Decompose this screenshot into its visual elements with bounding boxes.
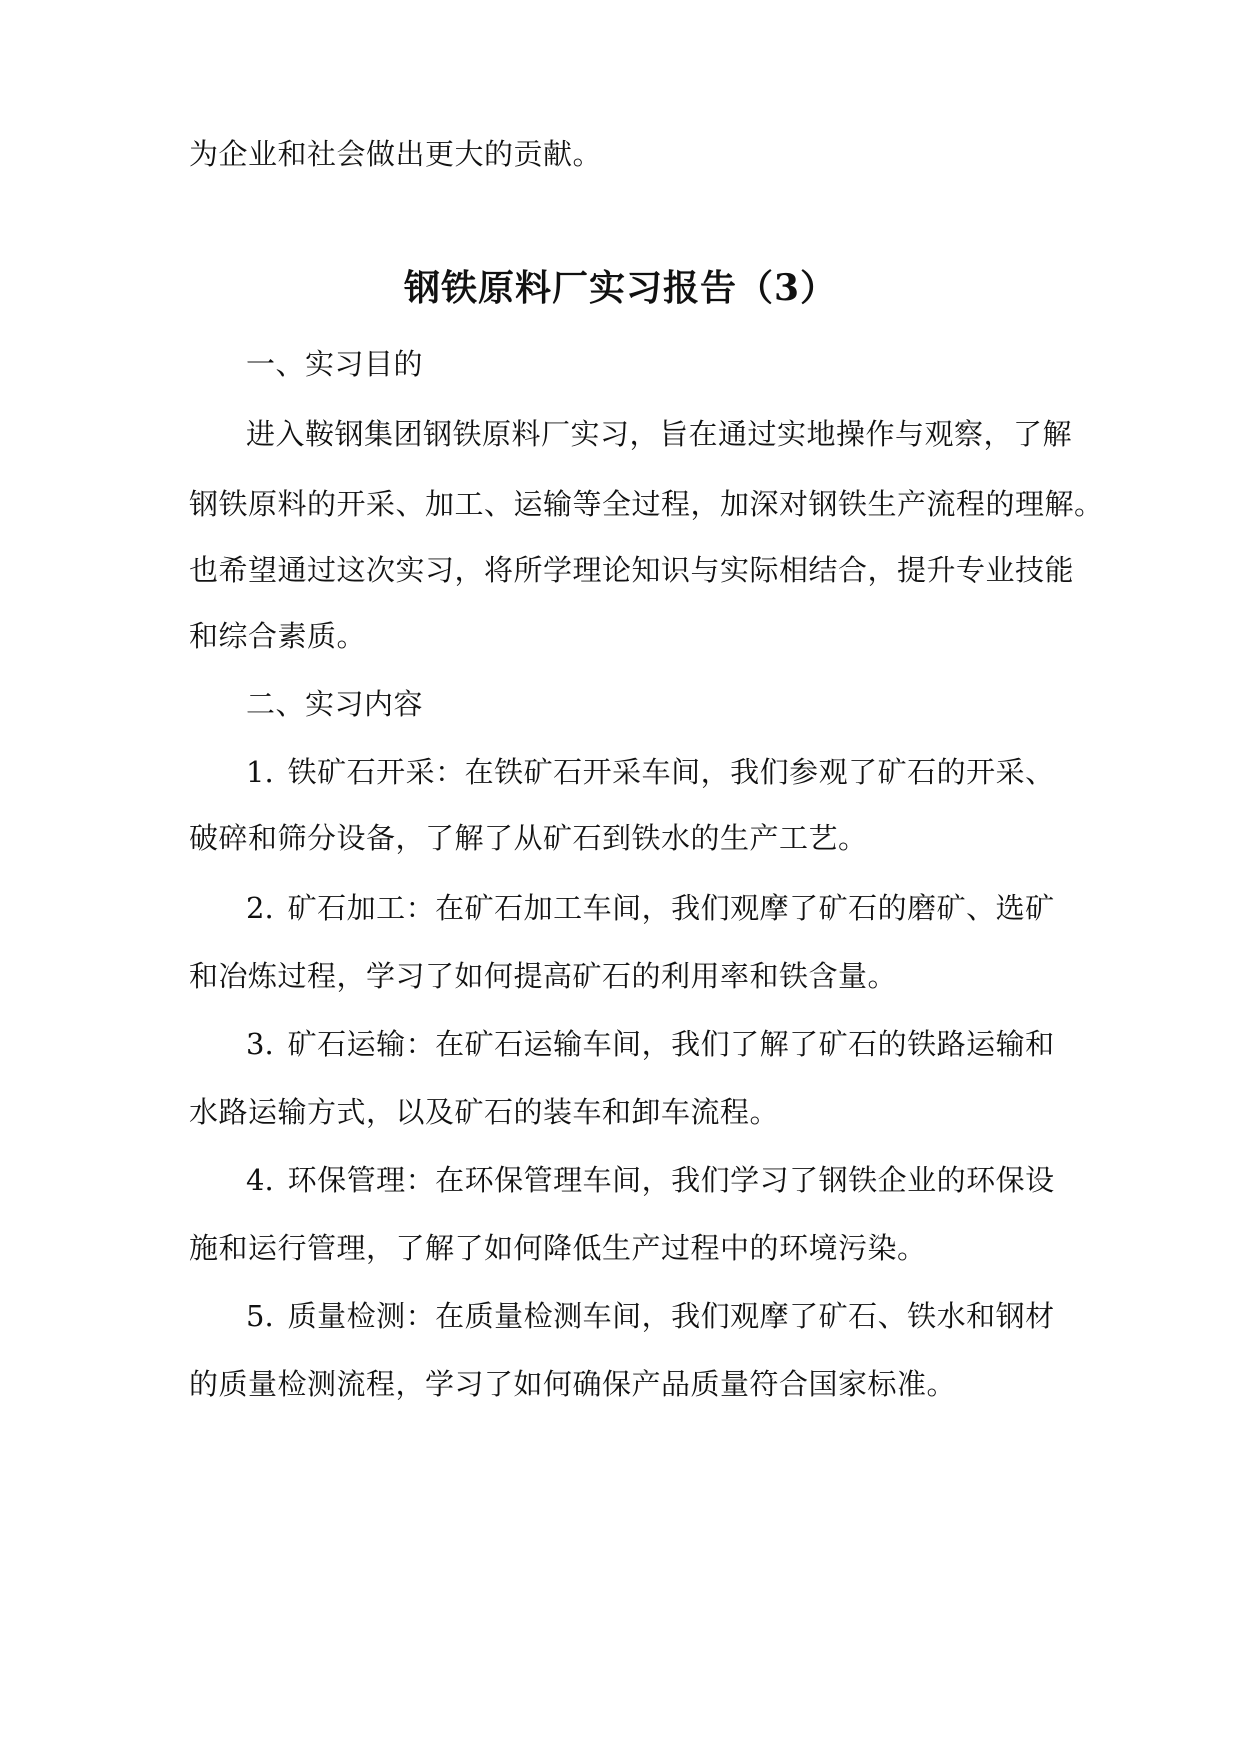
list-item [246, 1024, 1055, 1064]
list-item-continuation: 和冶炼过程，学习了如何提高矿石的利用率和铁含量。 [189, 959, 898, 993]
list-item [246, 1160, 1055, 1200]
list-item-continuation: 水路运输方式，以及矿石的装车和卸车流程。 [189, 1095, 780, 1129]
list-item-number: 5. [246, 1299, 274, 1333]
list-item-number: 1. [246, 755, 274, 789]
list-item [246, 752, 1055, 792]
list-item-number: 2. [246, 891, 274, 925]
list-item-text: 矿石加工：在矿石加工车间，我们观摩了矿石的磨矿、选矿 [287, 891, 1055, 925]
list-item [246, 888, 1055, 928]
list-item [246, 1296, 1055, 1336]
page-title: 钢铁原料厂实习报告（3） [403, 267, 838, 309]
list-item-continuation: 施和运行管理，了解了如何降低生产过程中的环境污染。 [189, 1231, 927, 1265]
purpose-paragraph-line: 进入鞍钢集团钢铁原料厂实习，旨在通过实地操作与观察，了解 [246, 417, 1073, 451]
continuation-line: 为企业和社会做出更大的贡献。 [189, 137, 603, 171]
list-item-text: 环保管理：在环保管理车间，我们学习了钢铁企业的环保设 [287, 1163, 1055, 1197]
list-item-continuation: 破碎和筛分设备，了解了从矿石到铁水的生产工艺。 [189, 821, 868, 855]
list-item-number: 3. [246, 1027, 274, 1061]
list-item-number: 4. [246, 1163, 274, 1197]
list-item-text: 矿石运输：在矿石运输车间，我们了解了矿石的铁路运输和 [287, 1027, 1055, 1061]
list-item-continuation: 的质量检测流程，学习了如何确保产品质量符合国家标准。 [189, 1367, 957, 1401]
section-heading-content: 二、实习内容 [246, 687, 424, 721]
purpose-paragraph-line: 也希望通过这次实习，将所学理论知识与实际相结合，提升专业技能 [189, 553, 1075, 587]
section-heading-purpose: 一、实习目的 [246, 347, 424, 381]
list-item-text: 质量检测：在质量检测车间，我们观摩了矿石、铁水和钢材 [287, 1299, 1055, 1333]
purpose-paragraph-line: 钢铁原料的开采、加工、运输等全过程，加深对钢铁生产流程的理解。 [189, 487, 1104, 521]
list-item-text: 铁矿石开采：在铁矿石开采车间，我们参观了矿石的开采、 [287, 755, 1055, 789]
purpose-paragraph-line: 和综合素质。 [189, 619, 367, 653]
